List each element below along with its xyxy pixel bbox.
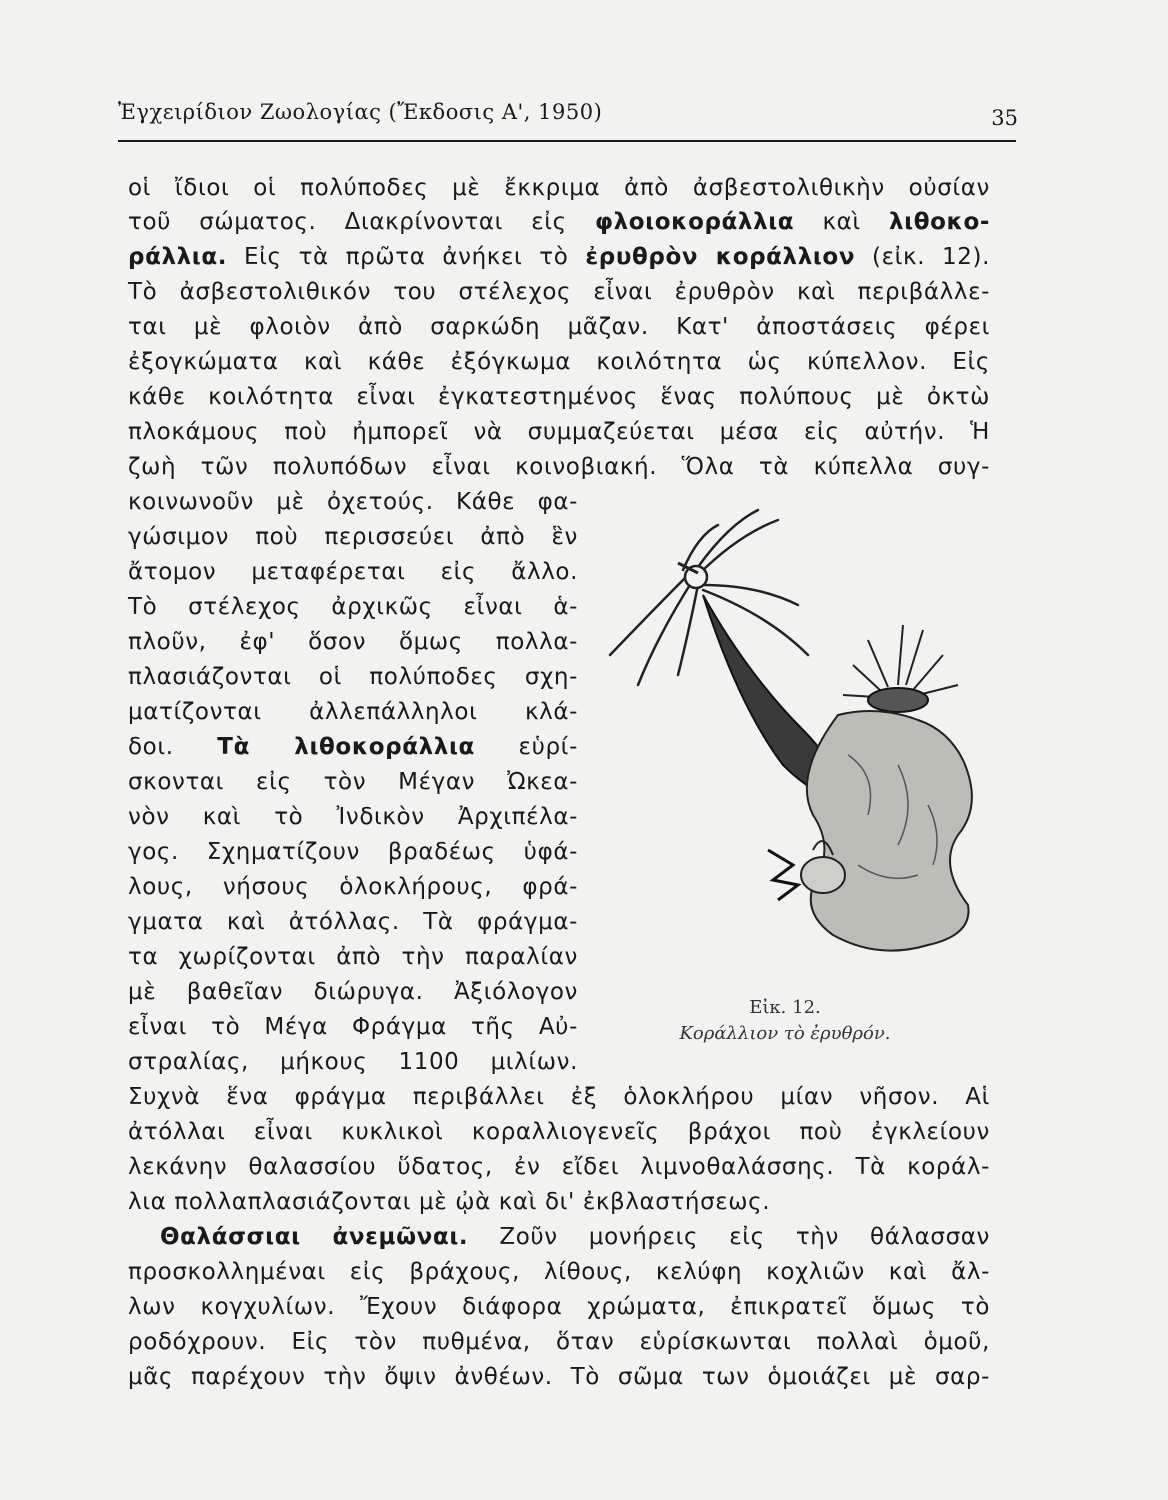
text-line: Τὸ στέλεχος ἀρχικῶς εἶναι ἁ- xyxy=(128,594,578,620)
text-line: ται μὲ φλοιὸν ἀπὸ σαρκώδη μᾶζαν. Κατ' ἀποστάσεις φέρει xyxy=(128,314,990,340)
frond xyxy=(698,520,778,575)
text-line: οἱ ἴδιοι οἱ πολύποδες μὲ ἔκκριμα ἀπὸ ἀσβεστολιθικὴν οὐσίαν xyxy=(128,175,990,201)
text-line: ζωὴ τῶν πολυπόδων εἶναι κοινοβιακή. Ὅλα τὰ κύπελλα συγ- xyxy=(128,454,990,480)
text-line: προσκολλημέναι εἰς βράχους, λίθους, κελύφη κοχλιῶν καὶ ἄλ- xyxy=(128,1259,990,1285)
coral-drawing xyxy=(598,505,998,975)
term-lithokorallia-heading: Τὰ λιθοκοράλλια xyxy=(217,734,475,760)
text-line: τα χωρίζονται ἀπὸ τὴν παραλίαν xyxy=(128,944,578,970)
text-line: μὲ βαθεῖαν διώρυγα. Ἀξιόλογον xyxy=(128,979,578,1005)
text-line: νὸν καὶ τὸ Ἰνδικὸν Ἀρχιπέλα- xyxy=(128,804,578,830)
text-line: γώσιμον ποὺ περισσεύει ἀπὸ ἓν xyxy=(128,524,578,550)
text-line: ἐξογκώματα καὶ κάθε ἐξόγκωμα κοιλότητα ὡς κύπελλον. Εἰς xyxy=(128,349,990,375)
text-line: κάθε κοιλότητα εἶναι ἐγκατεστημένος ἕνας πολύπους μὲ ὀκτὼ xyxy=(128,384,990,410)
text-line: λεκάνην θαλασσίου ὕδατος, ἐν εἴδει λιμνοθαλάσσης. Τὰ κοράλ- xyxy=(128,1154,990,1180)
red-coral-illustration xyxy=(598,505,998,975)
text-line: Τὸ ἀσβεστολιθικόν του στέλεχος εἶναι ἐρυθρὸν καὶ περιβάλλε- xyxy=(128,279,990,305)
term-lithokorallia: λιθοκο- xyxy=(888,209,990,235)
text-line: εἶναι τὸ Μέγα Φράγμα τῆς Αὐ- xyxy=(128,1014,578,1040)
text-line: ἄτομον μεταφέρεται εἰς ἄλλο. xyxy=(128,559,578,585)
text-line: Συχνὰ ἕνα φράγμα περιβάλλει ἐξ ὁλοκλήρου μίαν νῆσον. Αἱ xyxy=(128,1084,990,1110)
text-line: λια πολλαπλασιάζονται μὲ ᾠὰ καὶ δι' ἐκβλαστήσεως. xyxy=(128,1189,771,1215)
text-line: γματα καὶ ἀτόλλας. Τὰ φράγμα- xyxy=(128,909,578,935)
term-red-coral: ἐρυθρὸν κοράλλιον xyxy=(585,244,856,270)
text-line: λων κογχυλίων. Ἔχουν διάφορα χρώματα, ἐπικρατεῖ ὅμως τὸ xyxy=(128,1294,990,1320)
text-line: ροδόχρουν. Εἰς τὸν πυθμένα, ὅταν εὑρίσκωνται πολλαὶ ὁμοῦ, xyxy=(128,1329,990,1355)
figure-caption xyxy=(650,995,920,1047)
text-line: ἀτόλλαι εἶναι κυκλικοὶ κοραλλιογενεῖς βράχοι ποὺ ἐγκλείουν xyxy=(128,1119,990,1145)
text-line: σκονται εἰς τὸν Μέγαν Ὠκεα- xyxy=(128,769,578,795)
coral-base xyxy=(807,711,972,951)
text-line: πλοκάμους ποὺ ἠμπορεῖ νὰ συμμαζεύεται μέσα εἰς αὐτήν. Ἡ xyxy=(128,419,990,445)
text-line: πλασιάζονται οἱ πολύποδες σχη- xyxy=(128,664,578,690)
page-header xyxy=(118,92,1018,134)
frond xyxy=(638,580,693,685)
text-line: ματίζονται ἀλλεπάλληλοι κλά- xyxy=(128,699,578,725)
text-line: ράλλια. Εἰς τὰ πρῶτα ἀνήκει τὸ ἐρυθρὸν κοράλλιον (εἰκ. 12). xyxy=(128,244,991,270)
frond xyxy=(698,510,758,567)
header-rule xyxy=(118,140,1016,142)
figure-caption-text: Κοράλλιον τὸ ἐρυθρόν. xyxy=(679,1023,891,1044)
text-line: κοινωνοῦν μὲ ὀχετούς. Κάθε φα- xyxy=(128,489,578,515)
text-line: τοῦ σώματος. Διακρίνονται εἰς φλοιοκοράλλια καὶ λιθοκο- xyxy=(128,209,990,235)
figure-label: Εἰκ. 12. xyxy=(749,997,821,1018)
frond xyxy=(610,575,688,655)
running-title: Ἐγχειρίδιον Ζωολογίας (Ἔκδοσις Α', 1950) xyxy=(118,100,603,124)
page-number: 35 xyxy=(991,106,1018,130)
text-line: δοι. Τὰ λιθοκοράλλια εὑρί- xyxy=(128,734,578,760)
lower-polyp xyxy=(801,857,845,893)
text-line: λους, νήσους ὁλοκλήρους, φρά- xyxy=(128,874,578,900)
text-line: μᾶς παρέχουν τὴν ὄψιν ἀνθέων. Τὸ σῶμα των ὁμοιάζει μὲ σαρ- xyxy=(128,1364,990,1390)
text-line: Θαλάσσιαι ἀνεμῶναι. Ζοῦν μονήρεις εἰς τὴν θάλασσαν xyxy=(160,1224,990,1250)
text-line: στραλίας, μήκους 1100 μιλίων. xyxy=(128,1049,578,1075)
section-heading-anemones: Θαλάσσιαι ἀνεμῶναι. xyxy=(160,1224,469,1250)
term-phloiokorallia: φλοιοκοράλλια xyxy=(595,209,795,235)
crown-disc xyxy=(868,688,928,712)
lower-fronds xyxy=(768,850,798,900)
text-line: γος. Σχηματίζουν βραδέως ὑφά- xyxy=(128,839,578,865)
text-line: πλοῦν, ἐφ' ὅσον ὅμως πολλα- xyxy=(128,629,578,655)
